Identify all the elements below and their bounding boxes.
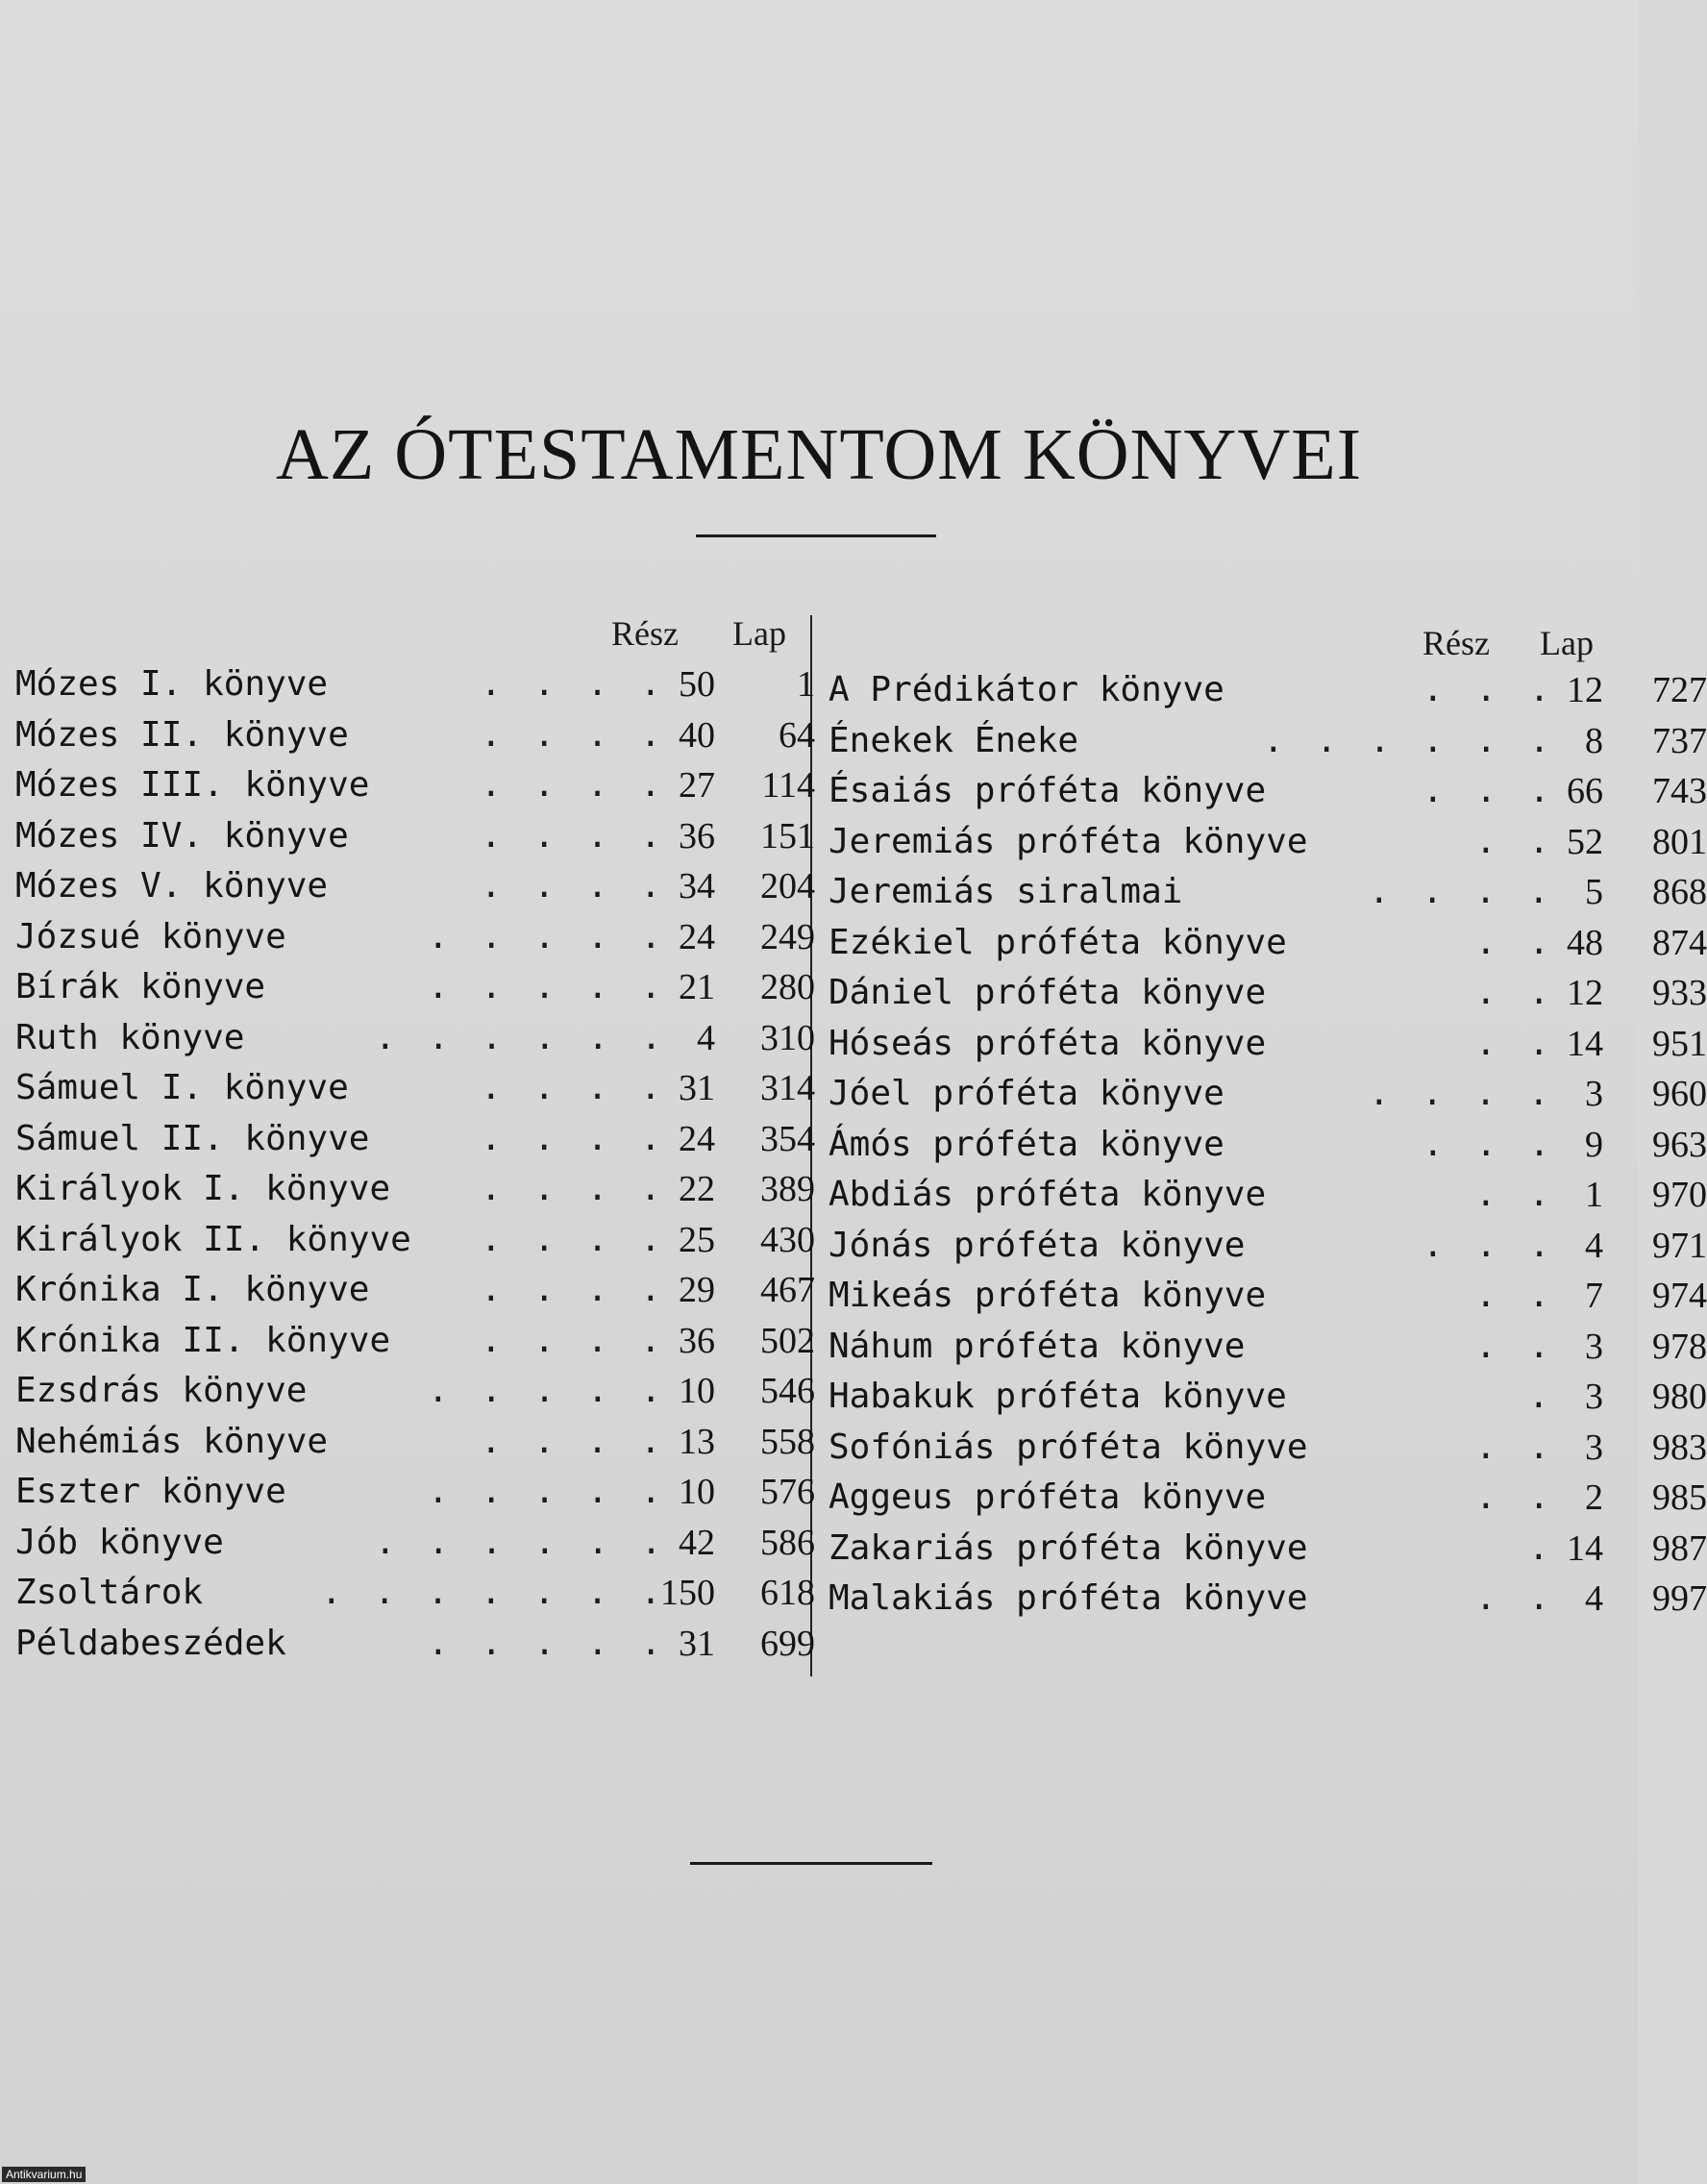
leader-dots: . . — [1475, 1023, 1556, 1063]
resz-value: 36 — [679, 1320, 715, 1361]
lap-value: 64 — [779, 714, 815, 756]
leader-dots: . . — [1475, 1276, 1556, 1315]
resz-value: 10 — [679, 1371, 715, 1411]
table-row — [829, 1221, 1707, 1271]
table-row — [15, 1467, 815, 1517]
leader-dots: . . . . — [1369, 1074, 1555, 1113]
resz-value: 42 — [679, 1522, 715, 1563]
lap-value: 743 — [1652, 771, 1707, 811]
resz-value: 12 — [1567, 973, 1603, 1013]
book-name: Királyok I. könyve — [15, 1169, 391, 1208]
book-name: Mózes II. könyve — [15, 714, 349, 755]
leader-dots: . . . . — [481, 1068, 667, 1107]
leader-dots: . . . . . . — [1263, 720, 1556, 760]
lap-value: 204 — [760, 866, 815, 906]
book-name: Ésaiás próféta könyve — [829, 771, 1267, 810]
table-row — [15, 912, 815, 962]
lap-value: 280 — [760, 967, 815, 1007]
table-row — [829, 1574, 1707, 1624]
lap-value: 963 — [1652, 1124, 1707, 1165]
table-row — [829, 817, 1707, 867]
table-row — [15, 1417, 815, 1467]
resz-value: 2 — [1585, 1477, 1603, 1518]
resz-value: 3 — [1585, 1326, 1603, 1367]
book-name: Zakariás próféta könyve — [829, 1527, 1308, 1568]
book-name: Mózes IV. könyve — [15, 815, 349, 856]
lap-value: 618 — [760, 1573, 815, 1613]
resz-value: 66 — [1567, 771, 1603, 811]
book-name: Habakuk próféta könyve — [829, 1377, 1287, 1416]
table-row — [829, 716, 1707, 766]
leader-dots: . . . — [1422, 670, 1556, 709]
resz-value: 10 — [679, 1472, 715, 1512]
lap-value: 987 — [1652, 1527, 1707, 1569]
table-row — [829, 1120, 1707, 1170]
table-row — [15, 861, 815, 911]
table-row — [15, 1013, 815, 1063]
table-row — [829, 968, 1707, 1018]
lap-value: 249 — [760, 916, 815, 957]
leader-dots: . . — [1475, 1175, 1556, 1214]
table-row — [15, 1265, 815, 1315]
book-name: Sámuel I. könyve — [15, 1068, 349, 1107]
resz-value: 22 — [679, 1169, 715, 1209]
book-name: Krónika I. könyve — [15, 1270, 370, 1309]
book-name: Ezsdrás könyve — [15, 1371, 308, 1410]
lap-value: 801 — [1652, 821, 1707, 862]
lap-value: 310 — [760, 1017, 815, 1058]
leader-dots: . . — [1475, 922, 1556, 962]
watermark: Antikvarium.hu — [2, 2167, 86, 2182]
lap-value: 933 — [1652, 973, 1707, 1013]
resz-value: 27 — [679, 765, 715, 806]
book-name: Bírák könyve — [15, 967, 266, 1006]
table-row — [15, 1518, 815, 1568]
book-name: Mikeás próféta könyve — [829, 1276, 1267, 1315]
lap-value: 558 — [760, 1421, 815, 1462]
lap-value: 354 — [760, 1118, 815, 1159]
table-row — [15, 1619, 815, 1669]
table-row — [15, 1063, 815, 1113]
table-row — [829, 918, 1707, 968]
lap-value: 960 — [1652, 1074, 1707, 1114]
page-title: AZ ÓTESTAMENTOM KÖNYVEI — [275, 414, 1363, 495]
resz-value: 50 — [679, 664, 715, 705]
leader-dots: . . . . — [481, 1169, 667, 1208]
leader-dots: . . . . . . — [375, 1522, 668, 1562]
lap-value: 502 — [760, 1320, 815, 1361]
lap-value: 983 — [1652, 1427, 1707, 1468]
leader-dots: . . . . . — [428, 967, 668, 1006]
book-name: Abdiás próféta könyve — [829, 1175, 1267, 1214]
table-row — [829, 1170, 1707, 1220]
table-row — [15, 760, 815, 810]
table-row — [15, 1366, 815, 1416]
resz-value: 8 — [1585, 720, 1603, 761]
lap-value: 980 — [1652, 1377, 1707, 1417]
table-row — [829, 1271, 1707, 1321]
book-name: Mózes III. könyve — [15, 765, 370, 805]
book-name: Náhum próféta könyve — [829, 1326, 1246, 1366]
resz-value: 31 — [679, 1623, 715, 1664]
book-name: Eszter könyve — [15, 1472, 286, 1511]
book-name: Krónika II. könyve — [15, 1320, 391, 1360]
lap-value: 997 — [1652, 1578, 1707, 1619]
table-row — [15, 962, 815, 1012]
book-name: Sofóniás próféta könyve — [829, 1427, 1308, 1467]
table-row — [829, 1069, 1707, 1119]
table-row — [15, 1316, 815, 1366]
leader-dots: . . . . — [481, 1421, 667, 1461]
book-name: Jeremiás siralmai — [829, 872, 1183, 911]
table-row — [829, 1372, 1707, 1422]
table-row — [829, 1423, 1707, 1473]
resz-value: 48 — [1567, 922, 1603, 963]
table-row — [15, 1164, 815, 1214]
title-rule — [696, 534, 936, 537]
resz-value: 13 — [679, 1421, 715, 1462]
lap-value: 970 — [1652, 1175, 1707, 1215]
leader-dots: . . . . . — [428, 1472, 668, 1511]
header-resz-left: Rész — [611, 614, 679, 653]
book-name: Malakiás próféta könyve — [829, 1578, 1308, 1618]
leader-dots: . . . — [1422, 771, 1556, 810]
table-row — [829, 766, 1707, 816]
table-row — [15, 710, 815, 760]
book-name: Jób könyve — [15, 1522, 224, 1562]
leader-dots: . — [1528, 1527, 1555, 1568]
lap-value: 951 — [1652, 1023, 1707, 1064]
book-name: Zsoltárok — [15, 1573, 204, 1612]
book-name: Mózes I. könyve — [15, 664, 329, 704]
resz-value: 4 — [1585, 1225, 1603, 1266]
leader-dots: . . — [1475, 1326, 1556, 1366]
resz-value: 12 — [1567, 670, 1603, 710]
book-name: Jónás próféta könyve — [829, 1225, 1246, 1265]
table-row — [829, 1524, 1707, 1574]
resz-value: 24 — [679, 1118, 715, 1159]
lap-value: 151 — [760, 815, 815, 856]
leader-dots: . . . . — [481, 664, 667, 704]
resz-value: 34 — [679, 866, 715, 906]
book-name: Ámós próféta könyve — [829, 1124, 1225, 1164]
resz-value: 3 — [1585, 1377, 1603, 1417]
lap-value: 114 — [761, 765, 815, 806]
lap-value: 971 — [1652, 1225, 1707, 1266]
resz-value: 4 — [1585, 1578, 1603, 1619]
lap-value: 1 — [797, 664, 815, 705]
leader-dots: . . . . . . . — [321, 1573, 667, 1612]
resz-value: 14 — [1567, 1023, 1603, 1064]
leader-dots: . . — [1475, 821, 1556, 861]
leader-dots: . — [1528, 1377, 1555, 1416]
lap-value: 874 — [1652, 922, 1707, 963]
resz-value: 7 — [1585, 1276, 1603, 1316]
leader-dots: . . . . . . — [375, 1017, 668, 1057]
book-name: Énekek Éneke — [829, 720, 1079, 760]
book-name: A Prédikátor könyve — [829, 670, 1225, 709]
resz-value: 31 — [679, 1068, 715, 1108]
lap-value: 978 — [1652, 1326, 1707, 1367]
leader-dots: . . — [1475, 1427, 1556, 1467]
book-name: Jeremiás próféta könyve — [829, 821, 1308, 861]
book-name: Jóel próféta könyve — [829, 1074, 1225, 1113]
header-lap-left: Lap — [732, 614, 786, 653]
lap-value: 576 — [760, 1472, 815, 1512]
resz-value: 52 — [1567, 821, 1603, 862]
header-lap-right: Lap — [1540, 624, 1594, 662]
lap-value: 985 — [1652, 1477, 1707, 1518]
book-name: Aggeus próféta könyve — [829, 1477, 1267, 1517]
resz-value: 9 — [1585, 1124, 1603, 1165]
lap-value: 699 — [760, 1623, 815, 1664]
leader-dots: . . . . — [1369, 872, 1555, 911]
book-name: Királyok II. könyve — [15, 1219, 411, 1259]
leader-dots: . . . . — [481, 765, 667, 805]
book-name: Dániel próféta könyve — [829, 973, 1267, 1012]
book-name: Sámuel II. könyve — [15, 1118, 370, 1158]
table-row — [15, 1568, 815, 1618]
table-row — [829, 867, 1707, 917]
lap-value: 430 — [760, 1219, 815, 1260]
lap-value: 586 — [760, 1522, 815, 1563]
lap-value: 974 — [1652, 1276, 1707, 1316]
book-name: Józsué könyve — [15, 916, 286, 956]
table-row — [829, 665, 1707, 715]
lap-value: 737 — [1652, 720, 1707, 761]
table-row — [15, 811, 815, 861]
lap-value: 467 — [760, 1270, 815, 1310]
table-row — [829, 1322, 1707, 1372]
leader-dots: . . . . . — [428, 1623, 668, 1663]
leader-dots: . . . — [1422, 1124, 1556, 1164]
leader-dots: . . . . — [481, 815, 667, 856]
resz-value: 14 — [1567, 1527, 1603, 1569]
resz-value: 1 — [1585, 1175, 1603, 1215]
table-row — [829, 1473, 1707, 1523]
book-name: Nehémiás könyve — [15, 1421, 329, 1461]
bottom-rule — [690, 1862, 932, 1865]
header-resz-right: Rész — [1422, 624, 1490, 662]
resz-value: 25 — [679, 1219, 715, 1260]
leader-dots: . . . . — [481, 1270, 667, 1309]
book-name: Mózes V. könyve — [15, 866, 329, 906]
lap-value: 868 — [1652, 872, 1707, 912]
leader-dots: . . — [1475, 973, 1556, 1012]
resz-value: 36 — [679, 815, 715, 856]
leader-dots: . . . . . — [428, 1371, 668, 1410]
resz-value: 21 — [679, 967, 715, 1007]
leader-dots: . . . . — [481, 1320, 667, 1360]
leader-dots: . . . . . — [428, 916, 668, 956]
resz-value: 40 — [679, 714, 715, 756]
book-name: Ezékiel próféta könyve — [829, 922, 1287, 962]
resz-value: 150 — [660, 1573, 715, 1613]
table-row — [15, 1215, 815, 1265]
table-row — [15, 1114, 815, 1164]
leader-dots: . . — [1475, 1477, 1556, 1517]
resz-value: 4 — [697, 1017, 715, 1058]
resz-value: 24 — [679, 916, 715, 957]
book-name: Ruth könyve — [15, 1017, 245, 1057]
leader-dots: . . . . — [481, 866, 667, 906]
table-row — [15, 659, 815, 709]
leader-dots: . . . . — [481, 1118, 667, 1158]
book-name: Példabeszédek — [15, 1623, 286, 1663]
resz-value: 5 — [1585, 872, 1603, 912]
resz-value: 29 — [679, 1270, 715, 1310]
leader-dots: . . . . — [481, 714, 667, 755]
book-name: Hóseás próféta könyve — [829, 1023, 1267, 1063]
lap-value: 546 — [760, 1371, 815, 1411]
leader-dots: . . — [1475, 1578, 1556, 1618]
lap-value: 314 — [760, 1068, 815, 1108]
lap-value: 727 — [1652, 670, 1707, 710]
lap-value: 389 — [760, 1169, 815, 1209]
resz-value: 3 — [1585, 1074, 1603, 1114]
table-row — [829, 1019, 1707, 1069]
leader-dots: . . . — [1422, 1225, 1556, 1265]
resz-value: 3 — [1585, 1427, 1603, 1468]
leader-dots: . . . . — [481, 1219, 667, 1259]
